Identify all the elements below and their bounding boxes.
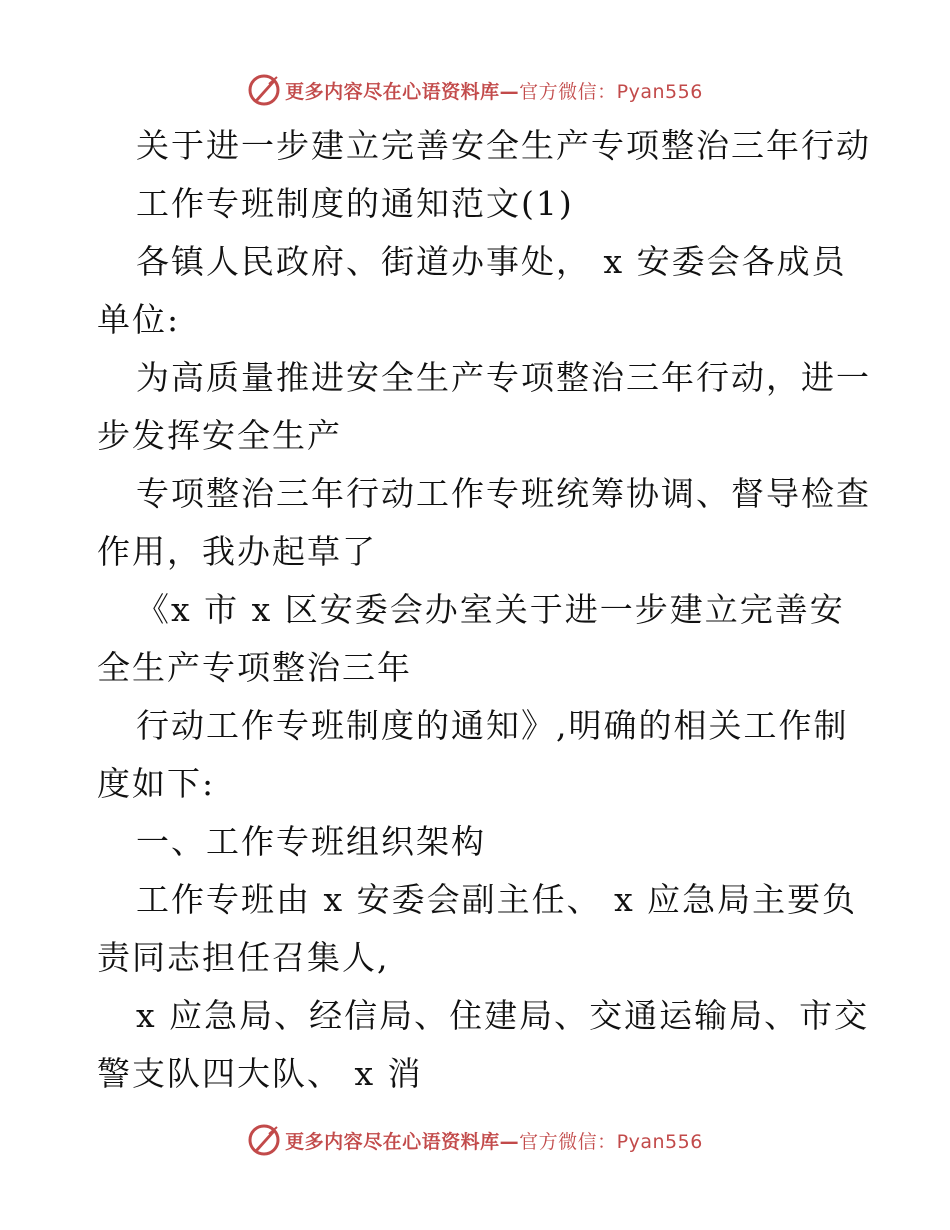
doc-line: 单位:	[97, 300, 181, 339]
doc-line: x 应急局、经信局、住建局、交通运输局、市交	[136, 996, 870, 1035]
section-heading: 一、工作专班组织架构	[136, 822, 486, 861]
quill-pen-logo-icon	[247, 73, 281, 107]
doc-line: 步发挥安全生产	[97, 416, 342, 455]
banner-text: 更多内容尽在心语资料库—官方微信：Pyan556	[285, 1130, 703, 1153]
header-banner	[0, 70, 950, 110]
quill-pen-logo-icon	[247, 1123, 281, 1157]
doc-line: 度如下:	[97, 764, 216, 803]
doc-line: 责同志担任召集人,	[97, 938, 390, 977]
doc-line: 工作专班由 x 安委会副主任、 x 应急局主要负	[136, 880, 858, 919]
doc-line: 各镇人民政府、街道办事处， x 安委会各成员	[136, 242, 847, 281]
footer-banner	[0, 1120, 950, 1160]
doc-line: 全生产专项整治三年	[97, 648, 412, 687]
doc-title-line-1: 关于进一步建立完善安全生产专项整治三年行动	[136, 126, 871, 165]
doc-line: 警支队四大队、 x 消	[97, 1054, 423, 1093]
doc-line: 专项整治三年行动工作专班统筹协调、督导检查	[136, 474, 871, 513]
banner-text: 更多内容尽在心语资料库—官方微信：Pyan556	[285, 80, 703, 103]
doc-line: 作用，我办起草了	[97, 532, 377, 571]
doc-title-line-2: 工作专班制度的通知范文(1)	[136, 184, 574, 223]
doc-line: 为高质量推进安全生产专项整治三年行动，进一	[136, 358, 871, 397]
banner-wechat: 官方微信：Pyan556	[519, 1130, 703, 1153]
banner-wechat: 官方微信：Pyan556	[519, 80, 703, 103]
doc-line: 《x 市 x 区安委会办室关于进一步建立完善安	[136, 590, 845, 629]
doc-line: 行动工作专班制度的通知》,明确的相关工作制	[136, 706, 849, 745]
